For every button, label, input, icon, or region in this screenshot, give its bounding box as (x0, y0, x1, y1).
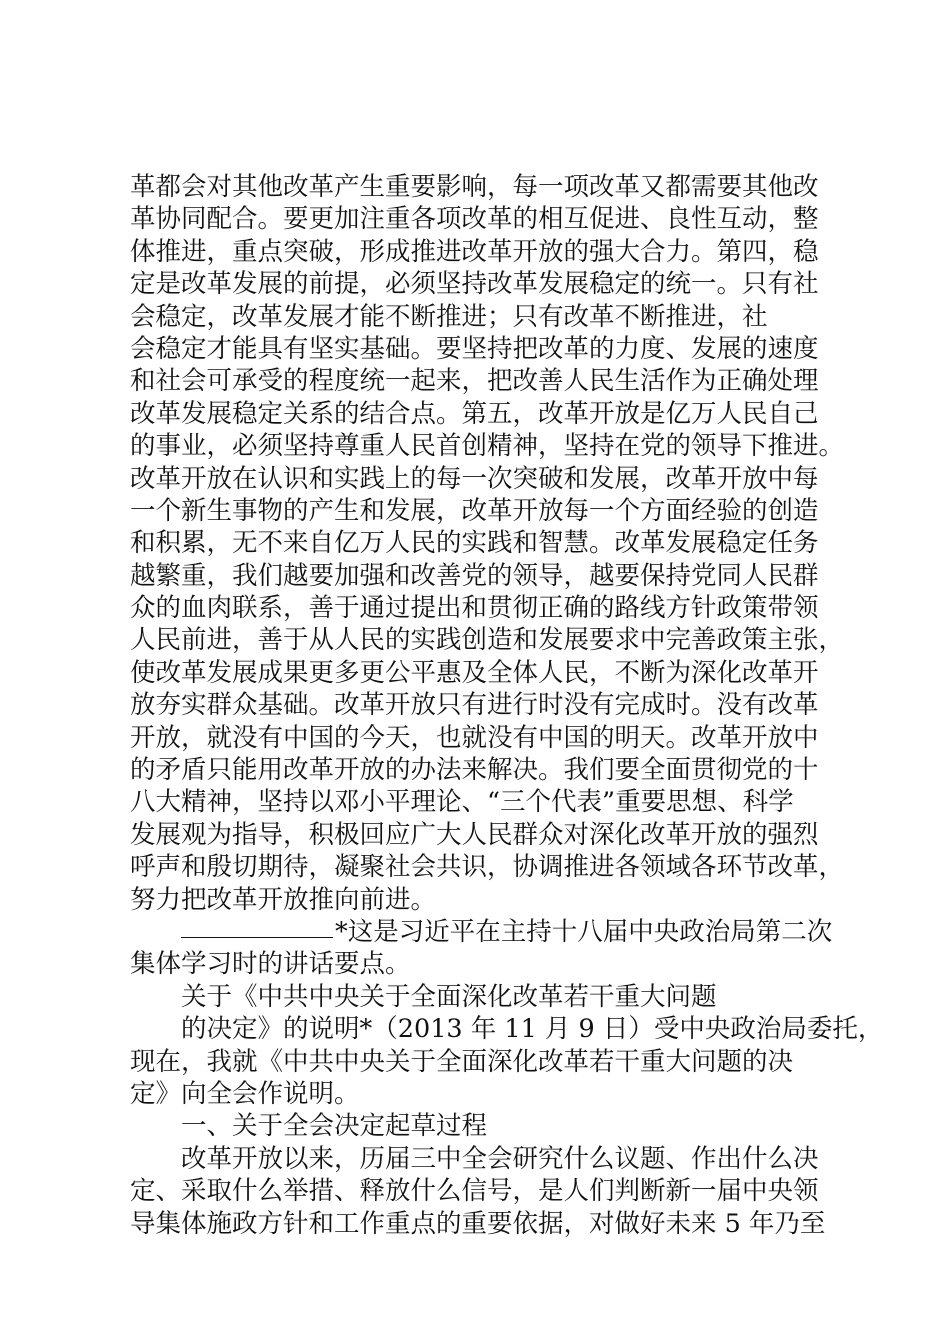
body-line: 定是改革发展的前提，必须坚持改革发展稳定的统一。只有社 (130, 269, 819, 300)
body-line: 开放，就没有中国的今天，也就没有中国的明天。改革开放中 (130, 722, 819, 753)
body-line: 会稳定才能具有坚实基础。要坚持把改革的力度、发展的速度 (130, 333, 819, 364)
intro-line: 现在，我就《中共中央关于全面深化改革若干重大问题的决 (130, 1046, 794, 1077)
body-line: 和积累，无不来自亿万人民的实践和智慧。改革发展稳定任务 (130, 528, 819, 559)
body-line: 一个新生事物的产生和发展，改革开放每一个方面经验的创造 (130, 495, 819, 526)
body-line: 的事业，必须坚持尊重人民首创精神，坚持在党的领导下推进。 (130, 431, 845, 462)
body-line: 众的血肉联系，善于通过提出和贯彻正确的路线方针政策带领 (130, 593, 819, 624)
document-title-line: 关于《中共中央关于全面深化改革若干重大问题 (181, 981, 717, 1012)
section-body-line: 导集体施政方针和工作重点的重要依据，对做好未来 5 年乃至 (130, 1208, 826, 1239)
section-body-line: 定、采取什么举措、释放什么信号，是人们判断新一届中央领 (130, 1176, 819, 1207)
body-line: 发展观为指导，积极回应广大人民群众对深化改革开放的强烈 (130, 819, 819, 850)
footnote-text: *这是习近平在主持十八届中央政治局第二次 (335, 916, 833, 947)
body-line: 努力把改革开放推向前进。 (130, 884, 437, 915)
intro-line: 定》向全会作说明。 (130, 1078, 360, 1109)
body-line: 八大精神，坚持以邓小平理论、“三个代表”重要思想、科学 (130, 787, 794, 818)
body-line: 体推进，重点突破，形成推进改革开放的强大合力。第四，稳 (130, 236, 819, 267)
body-line: 和社会可承受的程度统一起来，把改善人民生活作为正确处理 (130, 366, 819, 397)
body-line: 的矛盾只能用改革开放的办法来解决。我们要全面贯彻党的十 (130, 755, 819, 786)
footnote-rule (181, 936, 333, 938)
body-line: 革协同配合。要更加注重各项改革的相互促进、良性互动，整 (130, 204, 819, 235)
footnote-line (130, 916, 840, 948)
body-line: 使改革发展成果更多更公平惠及全体人民，不断为深化改革开 (130, 657, 819, 688)
body-line: 人民前进，善于从人民的实践创造和发展要求中完善政策主张， (130, 625, 845, 656)
body-line: 呼声和殷切期待，凝聚社会共识，协调推进各领域各环节改革， (130, 852, 845, 883)
footnote-line: 集体学习时的讲话要点。 (130, 949, 411, 980)
body-line: 放夯实群众基础。改革开放只有进行时没有完成时。没有改革 (130, 690, 819, 721)
body-line: 改革开放在认识和实践上的每一次突破和发展，改革开放中每 (130, 463, 819, 494)
body-line: 改革发展稳定关系的结合点。第五，改革开放是亿万人民自己 (130, 398, 819, 429)
document-title-line: 的决定》的说明*（2013 年 11 月 9 日）受中央政治局委托， (181, 1014, 884, 1045)
body-line: 越繁重，我们越要加强和改善党的领导，越要保持党同人民群 (130, 560, 819, 591)
section-body-line: 改革开放以来，历届三中全会研究什么议题、作出什么决 (181, 1143, 819, 1174)
document-text (130, 171, 884, 1240)
body-line: 会稳定，改革发展才能不断推进；只有改革不断推进，社 (130, 301, 768, 332)
section-heading: 一、关于全会决定起草过程 (181, 1111, 488, 1142)
body-line: 革都会对其他改革产生重要影响，每一项改革又都需要其他改 (130, 172, 819, 202)
